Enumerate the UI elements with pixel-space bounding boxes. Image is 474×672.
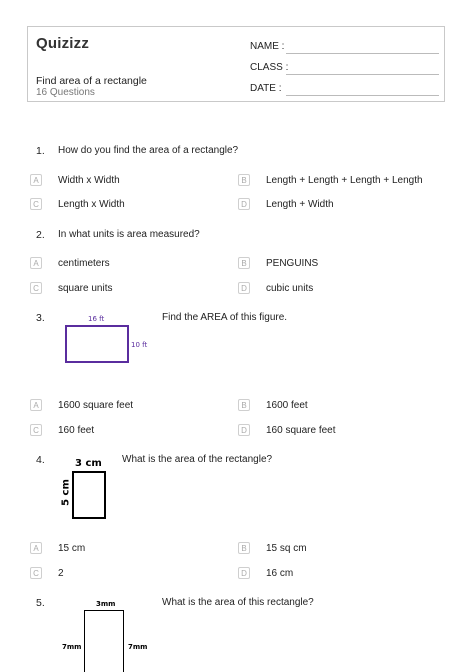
question-number: 5. [36, 597, 45, 609]
class-line[interactable] [286, 74, 439, 75]
option-letter[interactable]: B [238, 399, 250, 411]
option-text: 1600 feet [266, 400, 308, 411]
figure-top-label: 3mm [96, 600, 116, 608]
option-letter[interactable]: A [30, 174, 42, 186]
question-text: How do you find the area of a rectangle? [58, 145, 239, 156]
option-letter[interactable]: B [238, 174, 250, 186]
date-label: DATE : [250, 83, 282, 94]
option-letter[interactable]: D [238, 424, 250, 436]
option-letter[interactable]: D [238, 282, 250, 294]
option-letter[interactable]: C [30, 424, 42, 436]
option-text: cubic units [266, 283, 314, 294]
option-text: Length x Width [58, 199, 125, 210]
worksheet-title: Find area of a rectangle [36, 75, 147, 87]
option-text: 160 feet [58, 425, 95, 436]
question-number: 1. [36, 145, 45, 157]
option-text: 15 cm [58, 543, 86, 554]
option-text: square units [58, 283, 113, 294]
worksheet-header [27, 26, 445, 102]
figure-side-label: 10 ft [131, 341, 148, 349]
question-number: 3. [36, 312, 45, 324]
option-text: centimeters [58, 258, 110, 269]
rectangle-figure [72, 471, 106, 519]
figure-top-label: 3 cm [75, 458, 102, 469]
option-letter[interactable]: C [30, 198, 42, 210]
option-text: 160 square feet [266, 425, 336, 436]
option-letter[interactable]: A [30, 257, 42, 269]
question-number: 4. [36, 454, 45, 466]
option-letter[interactable]: C [30, 282, 42, 294]
figure-right-label: 7mm [128, 643, 148, 651]
name-label: NAME : [250, 41, 285, 52]
option-text: 1600 square feet [58, 400, 134, 411]
question-count: 16 Questions [36, 87, 95, 98]
date-line[interactable] [286, 95, 439, 96]
option-letter[interactable]: A [30, 542, 42, 554]
option-text: PENGUINS [266, 258, 319, 269]
figure-left-label: 7mm [62, 643, 82, 651]
name-line[interactable] [286, 53, 439, 54]
question-text: What is the area of the rectangle? [122, 454, 273, 465]
option-letter[interactable]: B [238, 257, 250, 269]
option-letter[interactable]: D [238, 567, 250, 579]
question-text: What is the area of this rectangle? [162, 597, 314, 608]
figure-side-label: 5 cm [60, 479, 72, 506]
question-number: 2. [36, 229, 45, 241]
option-text: 15 sq cm [266, 543, 307, 554]
quizizz-logo: Quizizz [36, 35, 90, 52]
class-label: CLASS : [250, 62, 289, 73]
figure-top-label: 16 ft [88, 315, 105, 323]
rectangle-figure [84, 610, 124, 672]
option-text: 16 cm [266, 568, 294, 579]
option-text: Length + Length + Length + Length [266, 175, 423, 186]
option-letter[interactable]: B [238, 542, 250, 554]
option-text: 2 [58, 568, 64, 579]
option-letter[interactable]: A [30, 399, 42, 411]
option-text: Width x Width [58, 175, 120, 186]
rectangle-figure [65, 325, 129, 363]
question-text: Find the AREA of this figure. [162, 312, 288, 323]
option-text: Length + Width [266, 199, 334, 210]
question-text: In what units is area measured? [58, 229, 200, 240]
option-letter[interactable]: D [238, 198, 250, 210]
option-letter[interactable]: C [30, 567, 42, 579]
